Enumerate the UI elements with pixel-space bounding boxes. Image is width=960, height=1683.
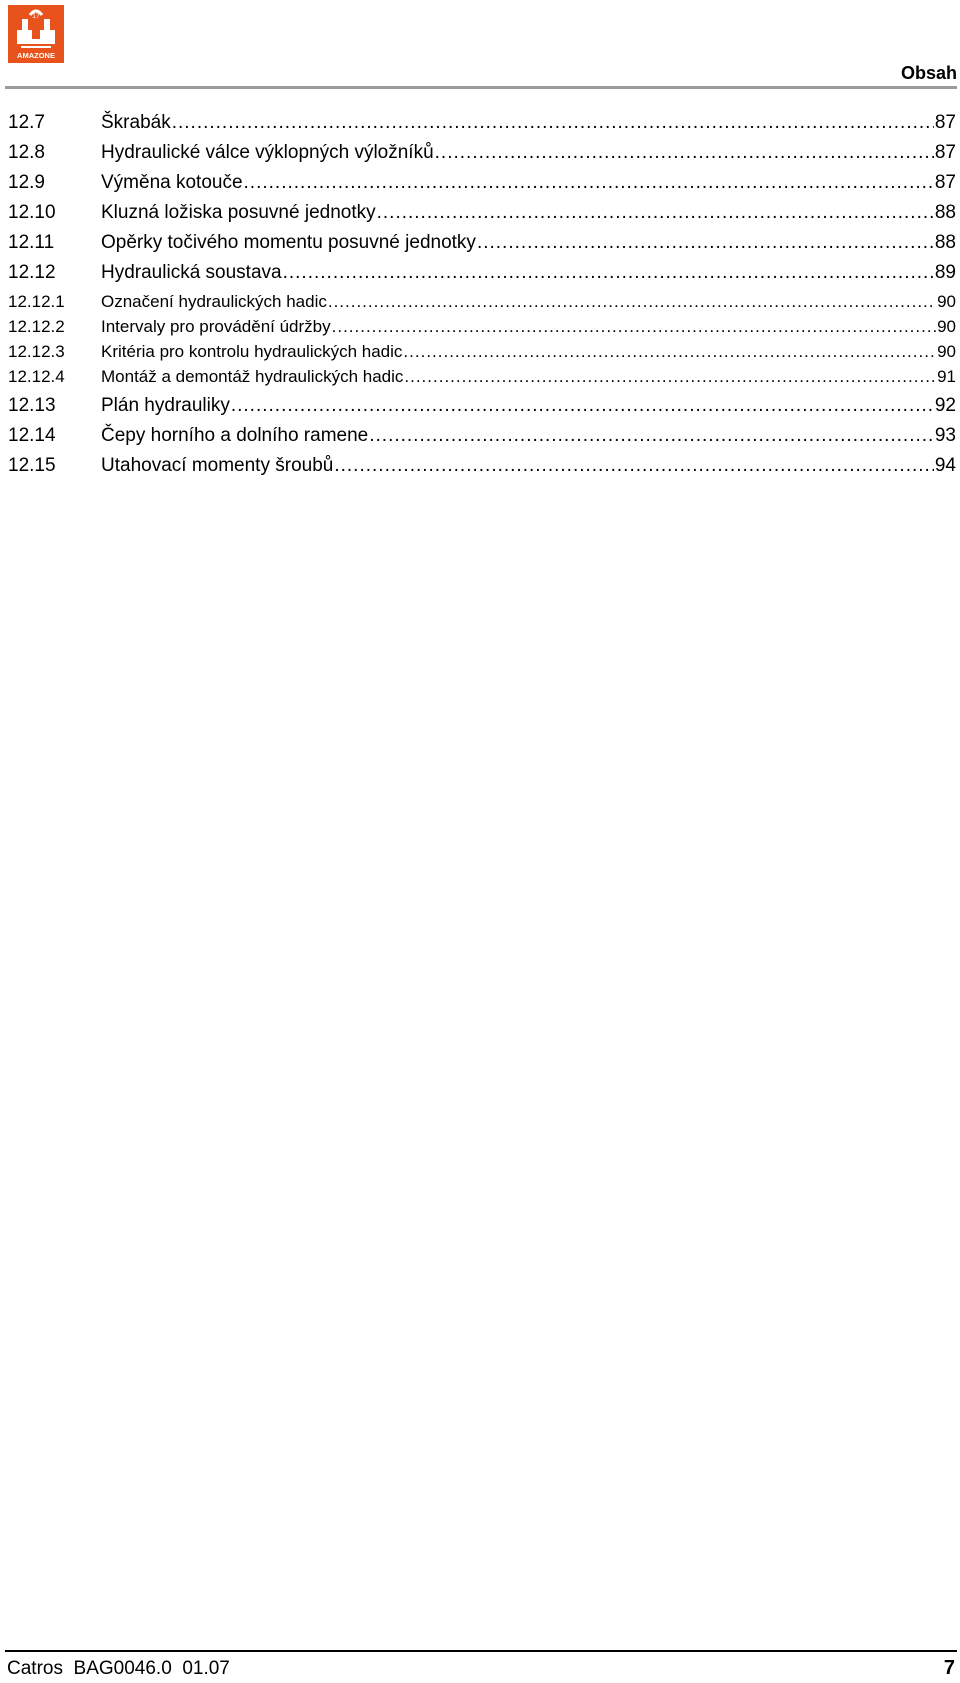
toc-entry-number: 12.12.1 [8,292,65,311]
toc-entry-page: 87 [934,142,956,163]
toc-entry-title: Montáž a demontáž hydraulických hadic [101,367,404,386]
toc-entry-number: 12.12.4 [8,367,65,386]
document-id: Catros BAG0046.0 01.07 [7,1658,230,1679]
toc-entry-title: Výměna kotouče [101,172,243,193]
toc-entry-number: 12.11 [8,232,55,253]
toc-entry-page: 93 [934,425,956,446]
toc-entry-page: 94 [934,455,956,476]
page-number: 7 [943,1657,955,1679]
toc-dot-leader [244,172,934,194]
toc-entry[interactable] [8,112,956,142]
toc-entry-title: Utahovací momenty šroubů [101,455,334,476]
toc-entry-number: 12.12 [8,262,56,283]
footer-divider [5,1650,957,1652]
toc-entry-title: Intervaly pro provádění údržby [101,317,331,336]
toc-entry-number: 12.7 [8,112,45,133]
toc-dot-leader [477,232,934,254]
toc-entry[interactable] [8,142,956,172]
toc-entry-number: 12.10 [8,202,56,223]
toc-entry-number: 12.9 [8,172,45,193]
toc-entry[interactable] [8,262,956,292]
toc-entry-number: 12.8 [8,142,45,163]
toc-entry-title: Hydraulická soustava [101,262,282,283]
toc-entry-number: 12.13 [8,395,56,416]
svg-text:17: 17 [32,13,40,20]
toc-entry-title: Označení hydraulických hadic [101,292,327,311]
toc-entry-page: 88 [934,232,956,253]
section-title: Obsah [900,63,957,83]
toc-entry[interactable] [8,367,956,392]
toc-entry[interactable] [8,202,956,232]
amazone-logo-icon [8,5,64,63]
toc-entry-number: 12.14 [8,425,56,446]
toc-dot-leader [377,202,934,224]
toc-entry-number: 12.15 [8,455,56,476]
toc-entry-number: 12.12.3 [8,342,65,361]
toc-entry[interactable] [8,425,956,455]
amazone-logo [8,5,64,63]
toc-entry-title: Kritéria pro kontrolu hydraulických hadic [101,342,403,361]
toc-entry[interactable] [8,172,956,202]
toc-dot-leader [231,395,934,417]
toc-entry-page: 92 [934,395,956,416]
header-divider [5,86,957,89]
toc-entry-title: Hydraulické válce výklopných výložníků [101,142,434,163]
toc-entry-page: 90 [937,342,956,361]
toc-entry-page: 91 [937,367,956,386]
toc-entry-title: Škrabák [101,112,171,133]
toc-entry[interactable] [8,232,956,262]
toc-entry[interactable] [8,317,956,342]
toc-entry-page: 90 [937,292,956,311]
toc-entry-number: 12.12.2 [8,317,65,336]
toc-entry-title: Opěrky točivého momentu posuvné jednotky [101,232,476,253]
toc-dot-leader [403,342,936,362]
toc-entry[interactable] [8,395,956,425]
toc-dot-leader [332,317,936,337]
toc-entry-page: 88 [934,202,956,223]
svg-text:AMAZONE: AMAZONE [17,51,55,60]
toc-entry[interactable] [8,292,956,317]
toc-entry[interactable] [8,455,956,485]
toc-entry-title: Kluzná ložiska posuvné jednotky [101,202,376,223]
toc-entry-page: 87 [934,172,956,193]
toc-entry-title: Čepy horního a dolního ramene [101,425,369,446]
toc-dot-leader [404,367,936,387]
toc-entry[interactable] [8,342,956,367]
toc-entry-page: 90 [937,317,956,336]
toc-entry-title: Plán hydrauliky [101,395,230,416]
toc-entry-page: 87 [934,112,956,133]
toc-dot-leader [435,142,934,164]
toc-dot-leader [334,455,934,477]
toc-dot-leader [369,425,934,447]
toc-dot-leader [172,112,934,134]
toc-dot-leader [328,292,936,312]
toc-entry-page: 89 [934,262,956,283]
toc-dot-leader [283,262,934,284]
table-of-contents [8,112,956,485]
